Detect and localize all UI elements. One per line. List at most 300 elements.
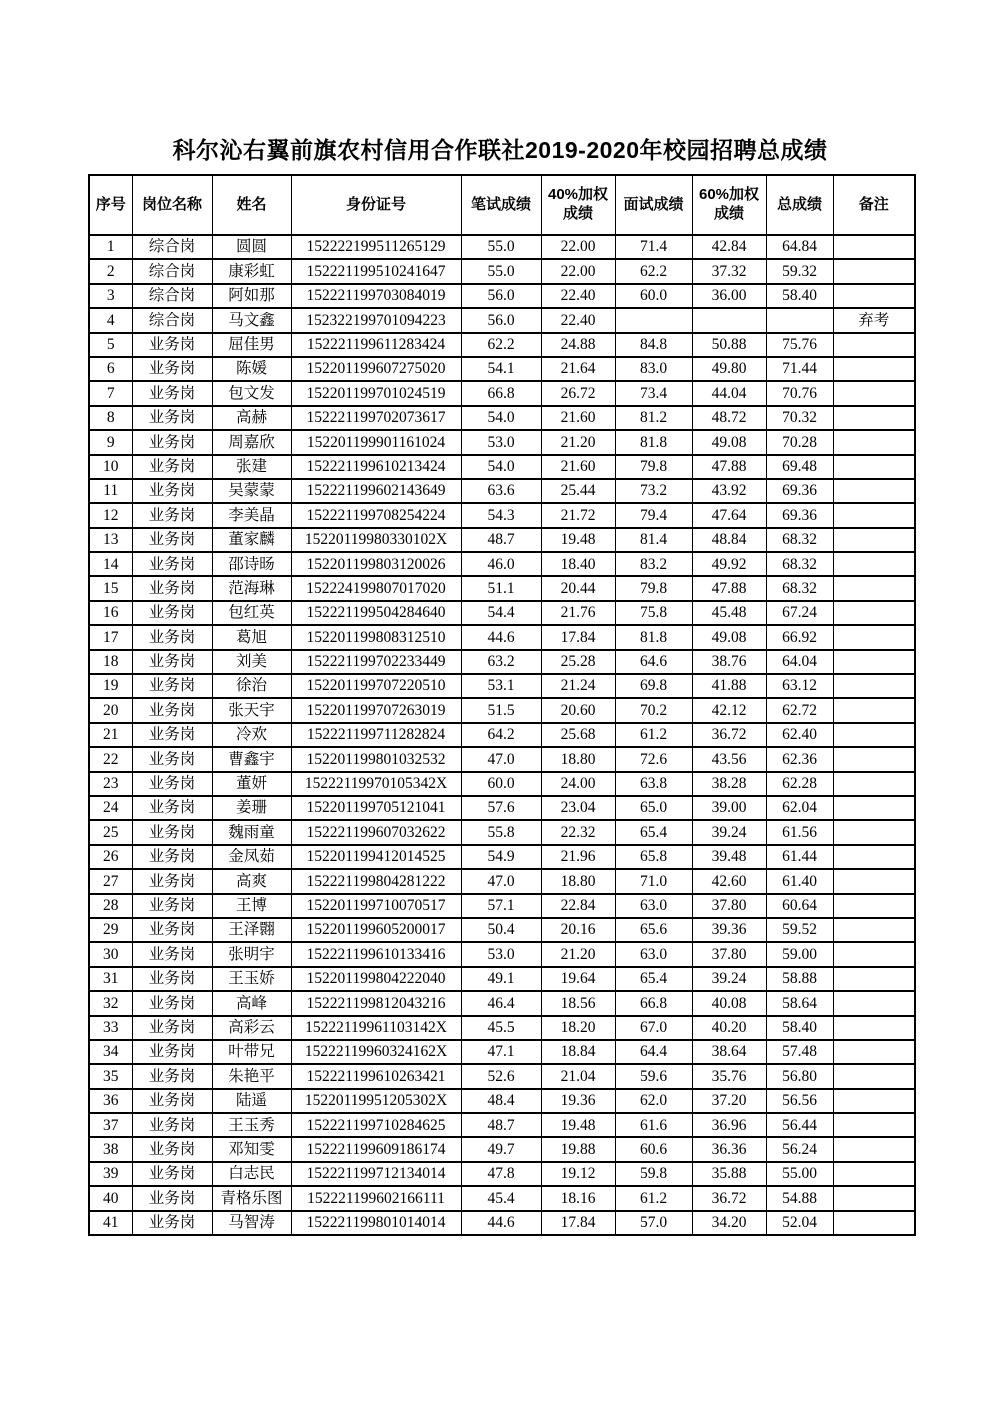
table-cell: 高赫 (212, 406, 291, 430)
table-cell: 冷欢 (212, 723, 291, 747)
table-cell: 152201199607275020 (291, 357, 461, 381)
table-cell (833, 772, 915, 796)
table-row (89, 1064, 915, 1088)
table-cell (833, 455, 915, 479)
table-cell: 46.0 (461, 552, 541, 576)
table-row (89, 528, 915, 552)
table-row (89, 1113, 915, 1137)
table-cell: 20 (89, 698, 132, 722)
table-cell: 66.8 (615, 991, 692, 1015)
table-cell: 47.0 (461, 869, 541, 893)
column-header: 岗位名称 (132, 175, 212, 235)
table-cell: 35.76 (692, 1064, 766, 1088)
table-cell: 20.44 (541, 576, 615, 600)
table-cell: 152221199610263421 (291, 1064, 461, 1088)
table-cell: 57.1 (461, 894, 541, 918)
table-cell: 81.8 (615, 430, 692, 454)
table-cell (833, 1089, 915, 1113)
table-cell: 54.0 (461, 455, 541, 479)
table-cell: 业务岗 (132, 747, 212, 771)
table-cell (833, 479, 915, 503)
table-cell: 22 (89, 747, 132, 771)
table-cell: 业务岗 (132, 918, 212, 942)
table-cell (833, 1137, 915, 1161)
table-cell: 业务岗 (132, 455, 212, 479)
table-row (89, 942, 915, 966)
table-cell: 152201199801032532 (291, 747, 461, 771)
table-cell: 64.04 (766, 650, 833, 674)
table-cell: 69.36 (766, 503, 833, 527)
table-cell: 21.20 (541, 430, 615, 454)
table-cell: 43.56 (692, 747, 766, 771)
table-cell (833, 1040, 915, 1064)
table-cell: 152221199602166111 (291, 1186, 461, 1210)
table-cell: 21.76 (541, 601, 615, 625)
table-cell: 41 (89, 1211, 132, 1235)
table-cell: 马文鑫 (212, 308, 291, 332)
table-cell: 姜珊 (212, 796, 291, 820)
table-cell: 43.92 (692, 479, 766, 503)
table-cell: 53.0 (461, 430, 541, 454)
table-cell: 24 (89, 796, 132, 820)
page-title: 科尔沁右翼前旗农村信用合作联社2019-2020年校园招聘总成绩 (172, 137, 828, 163)
table-cell: 69.48 (766, 455, 833, 479)
table-cell: 36.72 (692, 723, 766, 747)
table-cell: 21.96 (541, 845, 615, 869)
table-cell: 18.20 (541, 1016, 615, 1040)
table-cell: 152201199605200017 (291, 918, 461, 942)
table-cell: 152201199808312510 (291, 625, 461, 649)
table-cell: 37.80 (692, 894, 766, 918)
table-cell: 24.00 (541, 772, 615, 796)
table-cell: 15222119960324162X (291, 1040, 461, 1064)
table-cell: 21.60 (541, 455, 615, 479)
table-cell: 徐治 (212, 674, 291, 698)
table-cell: 董妍 (212, 772, 291, 796)
table-cell: 49.1 (461, 967, 541, 991)
table-cell: 阿如那 (212, 284, 291, 308)
table-cell: 51.1 (461, 576, 541, 600)
table-cell: 15220119951205302X (291, 1089, 461, 1113)
table-cell: 25.28 (541, 650, 615, 674)
table-row (89, 1040, 915, 1064)
table-cell: 48.7 (461, 1113, 541, 1137)
table-row (89, 552, 915, 576)
table-cell: 曹鑫宇 (212, 747, 291, 771)
table-cell: 27 (89, 869, 132, 893)
table-cell: 70.76 (766, 381, 833, 405)
table-cell: 业务岗 (132, 1089, 212, 1113)
table-cell: 48.84 (692, 528, 766, 552)
table-cell: 屈佳男 (212, 333, 291, 357)
table-cell: 59.00 (766, 942, 833, 966)
table-cell: 14 (89, 552, 132, 576)
table-cell: 22.84 (541, 894, 615, 918)
table-cell: 37.20 (692, 1089, 766, 1113)
column-header: 备注 (833, 175, 915, 235)
table-cell: 17 (89, 625, 132, 649)
table-cell: 业务岗 (132, 528, 212, 552)
table-cell: 25 (89, 820, 132, 844)
table-cell (833, 625, 915, 649)
table-body (89, 235, 915, 1235)
table-cell: 业务岗 (132, 772, 212, 796)
table-cell: 61.44 (766, 845, 833, 869)
table-cell: 45.48 (692, 601, 766, 625)
table-cell (833, 284, 915, 308)
table-cell: 1 (89, 235, 132, 259)
table-cell: 58.40 (766, 284, 833, 308)
table-cell: 152201199901161024 (291, 430, 461, 454)
table-cell: 业务岗 (132, 503, 212, 527)
table-row (89, 991, 915, 1015)
table-cell: 60.64 (766, 894, 833, 918)
table-cell: 152201199707220510 (291, 674, 461, 698)
table-cell: 高彩云 (212, 1016, 291, 1040)
table-cell: 62.36 (766, 747, 833, 771)
table-cell: 38.76 (692, 650, 766, 674)
table-row (89, 1137, 915, 1161)
table-cell (833, 845, 915, 869)
table-cell: 152201199707263019 (291, 698, 461, 722)
table-cell: 56.56 (766, 1089, 833, 1113)
table-cell: 19.48 (541, 1113, 615, 1137)
column-header: 总成绩 (766, 175, 833, 235)
table-cell: 54.4 (461, 601, 541, 625)
table-cell: 45.4 (461, 1186, 541, 1210)
table-cell: 青格乐图 (212, 1186, 291, 1210)
table-cell: 152201199705121041 (291, 796, 461, 820)
table-cell: 16 (89, 601, 132, 625)
table-cell: 68.32 (766, 528, 833, 552)
table-cell: 47.1 (461, 1040, 541, 1064)
table-cell (833, 1211, 915, 1235)
table-row (89, 772, 915, 796)
table-row (89, 967, 915, 991)
table-cell (833, 942, 915, 966)
table-cell: 83.2 (615, 552, 692, 576)
table-cell: 业务岗 (132, 1137, 212, 1161)
table-cell: 20.16 (541, 918, 615, 942)
table-cell (692, 308, 766, 332)
table-row (89, 576, 915, 600)
table-cell: 业务岗 (132, 1211, 212, 1235)
table-cell: 71.0 (615, 869, 692, 893)
table-cell: 40.08 (692, 991, 766, 1015)
table-cell: 71.4 (615, 235, 692, 259)
table-row (89, 625, 915, 649)
table-cell: 40 (89, 1186, 132, 1210)
table-cell: 73.4 (615, 381, 692, 405)
table-row (89, 235, 915, 259)
table-cell: 152221199610133416 (291, 942, 461, 966)
table-cell: 李美晶 (212, 503, 291, 527)
table-cell: 62.2 (615, 259, 692, 283)
table-cell (833, 918, 915, 942)
table-cell: 22.40 (541, 308, 615, 332)
table-cell: 17.84 (541, 625, 615, 649)
table-cell: 22.00 (541, 259, 615, 283)
table-cell: 19.64 (541, 967, 615, 991)
table-cell (833, 333, 915, 357)
table-cell: 54.1 (461, 357, 541, 381)
table-row (89, 820, 915, 844)
table-row (89, 430, 915, 454)
table-cell: 6 (89, 357, 132, 381)
table-cell: 张天宇 (212, 698, 291, 722)
table-cell: 47.8 (461, 1162, 541, 1186)
table-cell: 39.24 (692, 820, 766, 844)
table-row (89, 381, 915, 405)
table-row (89, 845, 915, 869)
table-cell: 业务岗 (132, 357, 212, 381)
table-cell: 18.80 (541, 869, 615, 893)
table-cell (833, 235, 915, 259)
table-cell: 34.20 (692, 1211, 766, 1235)
table-cell: 152221199712134014 (291, 1162, 461, 1186)
table-cell: 63.0 (615, 942, 692, 966)
table-cell: 67.0 (615, 1016, 692, 1040)
table-cell: 54.88 (766, 1186, 833, 1210)
table-cell: 54.0 (461, 406, 541, 430)
table-cell: 81.8 (615, 625, 692, 649)
table-cell: 15 (89, 576, 132, 600)
table-cell: 张明宇 (212, 942, 291, 966)
table-cell: 35 (89, 1064, 132, 1088)
table-cell (833, 406, 915, 430)
table-cell: 79.8 (615, 455, 692, 479)
table-cell: 81.4 (615, 528, 692, 552)
table-cell: 62.04 (766, 796, 833, 820)
table-row (89, 1162, 915, 1186)
table-cell: 36.72 (692, 1186, 766, 1210)
table-cell: 综合岗 (132, 284, 212, 308)
table-cell (833, 820, 915, 844)
table-cell: 56.24 (766, 1137, 833, 1161)
table-cell: 62.2 (461, 333, 541, 357)
table-cell: 业务岗 (132, 1016, 212, 1040)
table-cell (833, 650, 915, 674)
table-cell: 42.12 (692, 698, 766, 722)
table-cell: 48.7 (461, 528, 541, 552)
table-cell: 50.88 (692, 333, 766, 357)
score-table (88, 174, 916, 1236)
table-cell: 15222119970105342X (291, 772, 461, 796)
table-cell: 业务岗 (132, 723, 212, 747)
table-cell: 业务岗 (132, 381, 212, 405)
table-cell: 包红英 (212, 601, 291, 625)
table-cell: 30 (89, 942, 132, 966)
table-cell: 26 (89, 845, 132, 869)
table-cell: 18.16 (541, 1186, 615, 1210)
table-row (89, 308, 915, 332)
table-cell: 49.80 (692, 357, 766, 381)
table-row (89, 796, 915, 820)
table-cell: 22.40 (541, 284, 615, 308)
table-cell: 44.6 (461, 625, 541, 649)
table-cell (833, 1064, 915, 1088)
table-cell (833, 528, 915, 552)
table-cell: 10 (89, 455, 132, 479)
table-cell: 2 (89, 259, 132, 283)
table-cell: 王博 (212, 894, 291, 918)
table-cell: 36.96 (692, 1113, 766, 1137)
table-cell (833, 747, 915, 771)
table-cell: 邓知雯 (212, 1137, 291, 1161)
table-cell: 57.0 (615, 1211, 692, 1235)
table-cell: 58.64 (766, 991, 833, 1015)
table-cell: 64.4 (615, 1040, 692, 1064)
table-cell: 52.6 (461, 1064, 541, 1088)
table-cell: 38 (89, 1137, 132, 1161)
table-cell: 业务岗 (132, 430, 212, 454)
table-row (89, 1211, 915, 1235)
table-cell: 49.08 (692, 430, 766, 454)
table-cell: 64.84 (766, 235, 833, 259)
table-cell: 陈媛 (212, 357, 291, 381)
table-cell: 63.0 (615, 894, 692, 918)
table-cell: 17.84 (541, 1211, 615, 1235)
table-cell: 64.6 (615, 650, 692, 674)
table-cell: 22.00 (541, 235, 615, 259)
table-cell: 业务岗 (132, 650, 212, 674)
table-cell (833, 601, 915, 625)
table-row (89, 723, 915, 747)
table-cell: 152201199710070517 (291, 894, 461, 918)
table-cell: 18.80 (541, 747, 615, 771)
table-cell: 21.64 (541, 357, 615, 381)
table-cell: 19.48 (541, 528, 615, 552)
table-cell: 21.72 (541, 503, 615, 527)
table-cell: 39 (89, 1162, 132, 1186)
table-cell: 26.72 (541, 381, 615, 405)
table-cell (833, 430, 915, 454)
table-cell: 业务岗 (132, 333, 212, 357)
table-cell: 56.0 (461, 284, 541, 308)
table-cell: 18.56 (541, 991, 615, 1015)
table-cell (833, 1016, 915, 1040)
table-cell: 葛旭 (212, 625, 291, 649)
table-cell: 马智涛 (212, 1211, 291, 1235)
table-cell: 152221199607032622 (291, 820, 461, 844)
table-cell (833, 991, 915, 1015)
table-cell: 61.6 (615, 1113, 692, 1137)
table-cell: 王泽翾 (212, 918, 291, 942)
table-cell: 21.60 (541, 406, 615, 430)
table-row (89, 650, 915, 674)
table-cell: 12 (89, 503, 132, 527)
table-cell: 业务岗 (132, 674, 212, 698)
table-row (89, 333, 915, 357)
table-cell: 55.8 (461, 820, 541, 844)
table-cell: 60.0 (615, 284, 692, 308)
table-cell (833, 723, 915, 747)
table-cell: 王玉秀 (212, 1113, 291, 1137)
table-cell: 69.8 (615, 674, 692, 698)
table-cell: 19 (89, 674, 132, 698)
table-cell: 业务岗 (132, 1113, 212, 1137)
table-cell (833, 1113, 915, 1137)
table-cell: 65.0 (615, 796, 692, 820)
table-cell: 152221199602143649 (291, 479, 461, 503)
table-cell: 44.6 (461, 1211, 541, 1235)
table-cell: 业务岗 (132, 942, 212, 966)
table-row (89, 894, 915, 918)
table-cell: 152221199702073617 (291, 406, 461, 430)
table-cell: 152201199803120026 (291, 552, 461, 576)
table-cell: 高爽 (212, 869, 291, 893)
table-cell: 70.28 (766, 430, 833, 454)
table-cell: 37.32 (692, 259, 766, 283)
table-cell: 业务岗 (132, 1186, 212, 1210)
table-cell: 36.36 (692, 1137, 766, 1161)
table-cell: 业务岗 (132, 796, 212, 820)
table-cell: 152221199801014014 (291, 1211, 461, 1235)
table-cell: 业务岗 (132, 479, 212, 503)
table-cell: 49.7 (461, 1137, 541, 1161)
table-cell: 59.52 (766, 918, 833, 942)
table-row (89, 357, 915, 381)
table-cell: 13 (89, 528, 132, 552)
table-header-row (89, 175, 915, 235)
table-cell: 39.00 (692, 796, 766, 820)
table-row (89, 1186, 915, 1210)
table-cell: 47.0 (461, 747, 541, 771)
table-cell: 刘美 (212, 650, 291, 674)
table-cell: 55.00 (766, 1162, 833, 1186)
table-cell: 47.88 (692, 576, 766, 600)
table-cell: 44.04 (692, 381, 766, 405)
table-row (89, 1016, 915, 1040)
table-cell: 38.28 (692, 772, 766, 796)
table-cell: 52.04 (766, 1211, 833, 1235)
table-cell: 业务岗 (132, 698, 212, 722)
table-cell: 65.4 (615, 967, 692, 991)
table-cell: 38.64 (692, 1040, 766, 1064)
table-cell: 28 (89, 894, 132, 918)
table-cell: 金凤茹 (212, 845, 291, 869)
table-cell: 56.44 (766, 1113, 833, 1137)
table-cell: 53.0 (461, 942, 541, 966)
table-cell: 55.0 (461, 235, 541, 259)
table-cell: 业务岗 (132, 845, 212, 869)
table-cell: 55.0 (461, 259, 541, 283)
table-cell: 152221199711282824 (291, 723, 461, 747)
table-cell: 19.12 (541, 1162, 615, 1186)
table-cell: 152224199807017020 (291, 576, 461, 600)
table-cell: 48.72 (692, 406, 766, 430)
table-cell: 25.44 (541, 479, 615, 503)
table-cell: 综合岗 (132, 308, 212, 332)
table-cell (833, 698, 915, 722)
table-cell: 39.24 (692, 967, 766, 991)
table-cell: 24.88 (541, 333, 615, 357)
table-cell: 61.2 (615, 1186, 692, 1210)
table-cell: 21.04 (541, 1064, 615, 1088)
table-cell: 业务岗 (132, 967, 212, 991)
table-cell (833, 576, 915, 600)
table-cell: 叶带兄 (212, 1040, 291, 1064)
table-cell: 152221199609186174 (291, 1137, 461, 1161)
table-cell: 弃考 (833, 308, 915, 332)
table-cell: 董家麟 (212, 528, 291, 552)
table-cell: 70.2 (615, 698, 692, 722)
table-cell: 周嘉欣 (212, 430, 291, 454)
table-cell: 包文发 (212, 381, 291, 405)
table-cell: 50.4 (461, 918, 541, 942)
table-cell: 7 (89, 381, 132, 405)
table-cell: 业务岗 (132, 991, 212, 1015)
